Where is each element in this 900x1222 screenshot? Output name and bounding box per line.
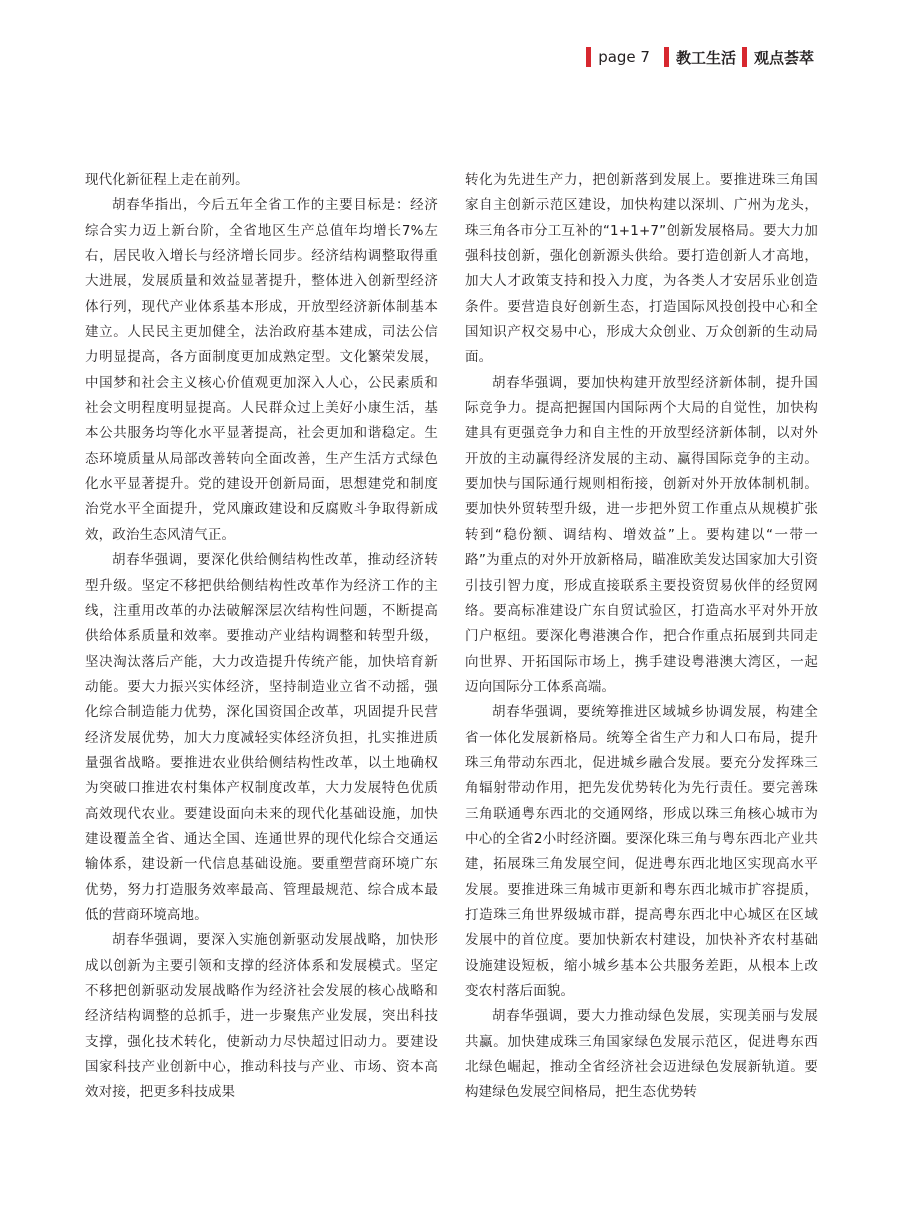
left-column — [85, 168, 438, 1106]
red-marker-bar — [586, 47, 591, 67]
page-header — [586, 44, 814, 70]
paragraph: 胡春华指出，今后五年全省工作的主要目标是：经济综合实力迈上新台阶，全省地区生产总值年均增长7%左右，居民收入增长与经济增长同步。经济结构调整取得重大进展，发展质量和效益显著提升，整体进入创新型经济体行列，现代产业体系基本形成，开放型经济新体制基本建立。人民民主更加健全，法治政府基本建成，司法公信力明显提高，各方面制度更加成熟定型。文化繁荣发展，中国梦和社会主义核心价值观更加深入人心，公民素质和社会文明程度明显提高。人民群众过上美好小康生活，基本公共服务均等化水平显著提高，社会更加和谐稳定。生态环境质量从局部改善转向全面改善，生产生活方式绿色化水平显著提升。党的建设开创新局面，思想建党和制度治党水平全面提升，党风廉政建设和反腐败斗争取得新成效，政治生态风清气正。 — [85, 197, 438, 543]
page-number: page 7 — [598, 48, 650, 66]
column-tag — [742, 47, 814, 68]
right-column — [465, 168, 818, 1106]
section-tag — [664, 47, 736, 68]
paragraph: 现代化新征程上走在前列。 — [85, 172, 249, 188]
red-marker-bar — [742, 47, 747, 67]
paragraph: 胡春华强调，要加快构建开放型经济新体制，提升国际竞争力。提高把握国内国际两个大局的自觉性，加快构建具有更强竞争力和自主性的开放型经济新体制，以对外开放的主动赢得经济发展的主动、赢得国际竞争的主动。要加快与国际通行规则相衔接，创新对外开放体制机制。要加快外贸转型升级，进一步把外贸工作重点从规模扩张转到“稳份额、调结构、增效益”上。要构建以“一带一路”为重点的对外开放新格局，瞄准欧美发达国家加大引资引技引智力度，形成直接联系主要投资贸易伙伴的经贸网络。要高标准建设广东自贸试验区，打造高水平对外开放门户枢纽。要深化粤港澳合作，把合作重点拓展到共同走向世界、开拓国际市场上，携手建设粤港澳大湾区，一起迈向国际分工体系高端。 — [465, 374, 818, 695]
paragraph: 胡春华强调，要统筹推进区域城乡协调发展，构建全省一体化发展新格局。统筹全省生产力和人口布局，提升珠三角带动东西北，促进城乡融合发展。要充分发挥珠三角辐射带动作用，把先发优势转化为先行责任。要完善珠三角联通粤东西北的交通网络，形成以珠三角核心城市为中心的全省2小时经济圈。要深化珠三角与粤东西北产业共建，拓展珠三角发展空间，促进粤东西北地区实现高水平发展。要推进珠三角城市更新和粤东西北城市扩容提质，打造珠三角世界级城市群，提高粤东西北中心城区在区域发展中的首位度。要加快新农村建设，加快补齐农村基础设施建设短板，缩小城乡基本公共服务差距，从根本上改变农村落后面貌。 — [465, 704, 818, 999]
article-body — [85, 168, 818, 1106]
paragraph: 转化为先进生产力，把创新落到发展上。要推进珠三角国家自主创新示范区建设，加快构建以深圳、广州为龙头，珠三角各市分工互补的“1+1+7”创新发展格局。要大力加强科技创新，强化创新源头供给。要打造创新人才高地，加大人才政策支持和投入力度，为各类人才安居乐业创造条件。要营造良好创新生态，打造国际风投创投中心和全国知识产权交易中心，形成大众创业、万众创新的生动局面。 — [465, 172, 818, 366]
page-number-tag — [586, 47, 650, 67]
section-name: 教工生活 — [675, 48, 736, 67]
paragraph: 胡春华强调，要大力推动绿色发展，实现美丽与发展共赢。加快建成珠三角国家绿色发展示范区，促进粤东西北绿色崛起，推动全省经济社会迈进绿色发展新轨道。要构建绿色发展空间格局，把生态优势转 — [465, 1008, 818, 1101]
column-name: 观点荟萃 — [753, 48, 814, 67]
red-marker-bar — [664, 47, 669, 67]
paragraph: 胡春华强调，要深化供给侧结构性改革，推动经济转型升级。坚定不移把供给侧结构性改革作为经济工作的主线，注重用改革的办法破解深层次结构性问题，不断提高供给体系质量和效率。要推动产业结构调整和转型升级，坚决淘汰落后产能，大力改造提升传统产能，加快培育新动能。要大力振兴实体经济，坚持制造业立省不动摇，强化综合制造能力优势，深化国资国企改革，巩固提升民营经济发展优势，加大力度减轻实体经济负担，扎实推进质量强省战略。要推进农业供给侧结构性改革，以土地确权为突破口推进农村集体产权制度改革，大力发展特色优质高效现代农业。要建设面向未来的现代化基础设施，加快建设覆盖全省、通达全国、连通世界的现代化综合交通运输体系，建设新一代信息基础设施。要重塑营商环境广东优势，努力打造服务效率最高、管理最规范、综合成本最低的营商环境高地。 — [85, 552, 438, 923]
paragraph: 胡春华强调，要深入实施创新驱动发展战略，加快形成以创新为主要引领和支撑的经济体系和发展模式。坚定不移把创新驱动发展战略作为经济社会发展的核心战略和经济结构调整的总抓手，进一步聚焦产业发展，突出科技支撑，强化技术转化，使新动力尽快超过旧动力。要建设国家科技产业创新中心，推动科技与产业、市场、资本高效对接，把更多科技成果 — [85, 932, 438, 1101]
